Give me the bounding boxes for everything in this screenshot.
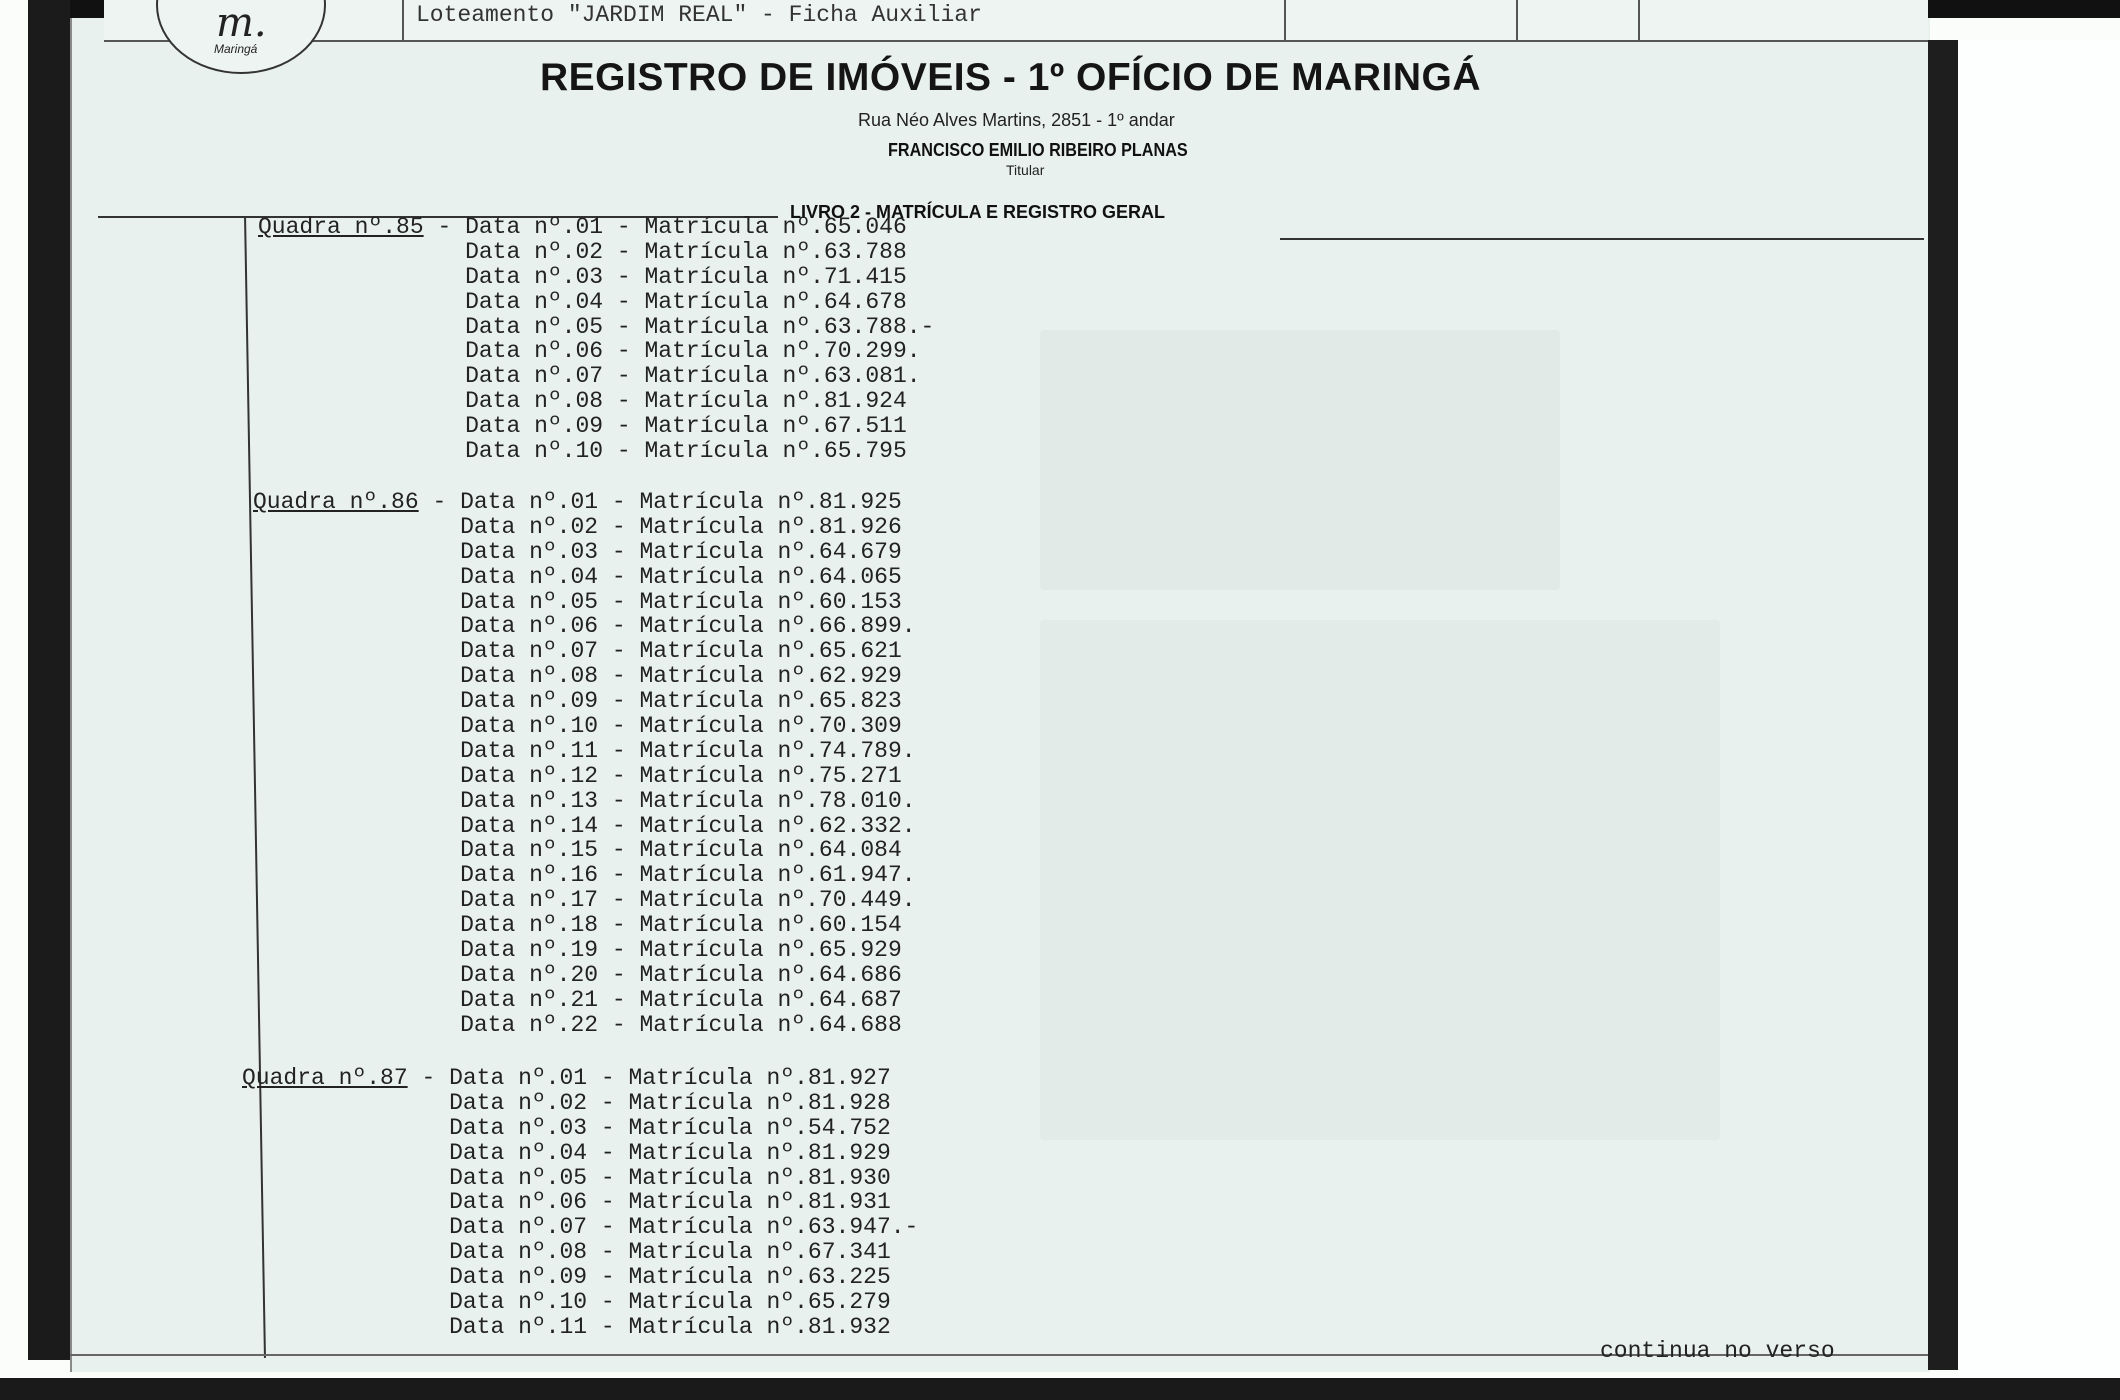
matricula-number: Matrícula nº.70.299. [644,338,921,365]
list-item [253,814,916,839]
list-item [242,1116,918,1141]
quadra-label-spacer [253,962,419,988]
separator [408,1239,449,1265]
separator: - [407,1065,450,1091]
data-number: Data nº.03 - [460,538,640,565]
matricula-number: Matrícula nº.81.931 [628,1189,891,1216]
separator [408,1115,449,1141]
top-info-row [104,0,1928,42]
quadra-label-spacer [258,338,424,364]
separator [424,438,465,464]
separator [419,763,460,789]
list-item [242,1066,918,1091]
data-number: Data nº.03 - [465,263,645,290]
data-number: Data nº.17 - [460,887,640,914]
list-item [242,1215,918,1240]
matricula-number: Matrícula nº.64.084 [639,837,902,864]
data-number: Data nº.22 - [460,1011,640,1038]
quadra-label-spacer [253,663,419,689]
quadra-label-spacer [258,363,424,389]
quadra-label-spacer [253,788,419,814]
list-item [253,764,916,789]
matricula-number: Matrícula nº.60.154 [639,912,902,939]
separator [408,1314,449,1340]
continua-label: continua no verso [1600,1338,1835,1364]
data-number: Data nº.01 - [465,214,645,240]
separator [424,239,465,265]
list-item [253,938,916,963]
separator [424,413,465,439]
page-title: REGISTRO DE IMÓVEIS - 1º OFÍCIO DE MARINGÁ [540,56,1481,99]
matricula-number: Matrícula nº.74.789. [639,737,916,764]
list-item [258,265,934,290]
quadra-label-spacer [242,1115,408,1141]
quadra-label-spacer [253,564,419,590]
matricula-number: Matrícula nº.65.795 [644,438,907,465]
list-item [258,240,934,265]
matricula-number: Matrícula nº.65.621 [639,638,902,665]
data-number: Data nº.09 - [465,413,645,440]
matricula-number: Matrícula nº.54.752 [628,1114,891,1141]
header-role: Titular [1006,162,1045,178]
data-number: Data nº.02 - [460,513,640,540]
data-number: Data nº.04 - [465,288,645,315]
list-item [253,888,916,913]
data-number: Data nº.13 - [460,787,640,814]
separator [408,1264,449,1290]
list-item [242,1265,918,1290]
quadra-label-spacer [242,1239,408,1265]
data-number: Data nº.09 - [449,1264,629,1291]
separator [424,264,465,290]
matricula-number: Matrícula nº.65.279 [628,1289,891,1316]
separator [419,613,460,639]
separator [419,589,460,615]
quadra-label-spacer [253,589,419,615]
list-item [258,339,934,364]
quadra-label-spacer [253,862,419,888]
quadra-label-spacer [253,987,419,1013]
data-number: Data nº.03 - [449,1114,629,1141]
data-number: Data nº.02 - [465,238,645,265]
quadra-label-spacer [258,438,424,464]
matricula-number: Matrícula nº.64.678 [644,288,907,315]
separator [408,1289,449,1315]
matricula-number: Matrícula nº.63.788.- [644,313,935,340]
separator [424,314,465,340]
matricula-number: Matrícula nº.78.010. [639,787,916,814]
matricula-number: Matrícula nº.81.925 [639,489,902,515]
separator [419,713,460,739]
bleed-through-shadow [1040,330,1560,590]
separator [408,1189,449,1215]
list-item [242,1166,918,1191]
list-item [253,988,916,1013]
matricula-number: Matrícula nº.81.930 [628,1164,891,1191]
matricula-number: Matrícula nº.81.924 [644,388,907,415]
list-item [253,739,916,764]
list-item [258,389,934,414]
matricula-number: Matrícula nº.81.927 [628,1065,891,1091]
separator [424,289,465,315]
list-item [253,515,916,540]
quadra-block [258,215,934,464]
list-item [253,789,916,814]
list-item [242,1141,918,1166]
quadra-label-spacer [258,314,424,340]
data-number: Data nº.05 - [465,313,645,340]
matricula-number: Matrícula nº.62.929 [639,663,902,690]
data-number: Data nº.08 - [465,388,645,415]
data-number: Data nº.15 - [460,837,640,864]
data-number: Data nº.07 - [465,363,645,390]
quadra-block [253,490,916,1038]
separator [419,688,460,714]
data-number: Data nº.05 - [449,1164,629,1191]
list-item [253,913,916,938]
list-item [253,590,916,615]
matricula-number: Matrícula nº.63.947.- [628,1214,919,1241]
quadra-label: Quadra nº.87 [242,1065,408,1091]
quadra-label-spacer [242,1165,408,1191]
separator [419,788,460,814]
list-item [253,963,916,988]
list-item [258,364,934,389]
header-owner: FRANCISCO EMILIO RIBEIRO PLANAS [888,140,1188,160]
seal-mark: m. [216,0,267,46]
data-number: Data nº.06 - [465,338,645,365]
separator [408,1214,449,1240]
header-address: Rua Néo Alves Martins, 2851 - 1º andar [858,110,1175,130]
list-item [258,290,934,315]
separator [419,937,460,963]
quadra-label-spacer [253,713,419,739]
data-number: Data nº.10 - [449,1289,629,1316]
seal-city: Maringá [214,42,258,56]
quadra-label-spacer [258,264,424,290]
matricula-number: Matrícula nº.61.947. [639,862,916,889]
separator [419,837,460,863]
list-item [242,1240,918,1265]
matricula-number: Matrícula nº.81.926 [639,513,902,540]
top-cell-divider [1516,0,1518,40]
matricula-number: Matrícula nº.60.153 [639,588,902,615]
list-item [242,1315,918,1340]
data-number: Data nº.12 - [460,762,640,789]
quadra-label-spacer [253,638,419,664]
quadra-label: Quadra nº.85 [258,214,424,240]
matricula-number: Matrícula nº.65.929 [639,937,902,964]
list-item [253,714,916,739]
quadra-label-spacer [242,1214,408,1240]
data-number: Data nº.09 - [460,688,640,715]
quadra-label-spacer [253,837,419,863]
bleed-through-shadow [1040,620,1720,1140]
list-item [258,215,934,240]
book-rule-right [1280,238,1924,240]
separator [419,539,460,565]
data-number: Data nº.06 - [460,613,640,640]
matricula-number: Matrícula nº.65.046 [644,214,907,240]
data-number: Data nº.07 - [460,638,640,665]
separator [424,388,465,414]
list-item [242,1290,918,1315]
matricula-number: Matrícula nº.64.687 [639,986,902,1013]
separator [419,738,460,764]
quadra-label-spacer [242,1264,408,1290]
matricula-number: Matrícula nº.75.271 [639,762,902,789]
data-number: Data nº.01 - [449,1065,629,1091]
quadra-label-spacer [258,289,424,315]
separator [419,887,460,913]
data-number: Data nº.06 - [449,1189,629,1216]
matricula-number: Matrícula nº.65.823 [639,688,902,715]
quadra-block [242,1066,918,1340]
separator [419,638,460,664]
data-number: Data nº.02 - [449,1089,629,1116]
quadra-label-spacer [253,1012,419,1038]
matricula-number: Matrícula nº.64.679 [639,538,902,565]
right-binding-bar [1928,40,1958,1370]
list-item [253,664,916,689]
data-number: Data nº.10 - [465,438,645,465]
quadra-label-spacer [253,688,419,714]
data-number: Data nº.04 - [460,563,640,590]
list-item [242,1190,918,1215]
data-number: Data nº.11 - [449,1313,629,1340]
separator [408,1165,449,1191]
quadra-label-spacer [242,1289,408,1315]
matricula-number: Matrícula nº.81.929 [628,1139,891,1166]
list-item [253,863,916,888]
separator: - [423,214,466,240]
data-number: Data nº.14 - [460,812,640,839]
matricula-number: Matrícula nº.71.415 [644,263,907,290]
matricula-number: Matrícula nº.67.341 [628,1239,891,1266]
matricula-number: Matrícula nº.63.081. [644,363,921,390]
data-number: Data nº.08 - [449,1239,629,1266]
data-number: Data nº.18 - [460,912,640,939]
list-item [253,689,916,714]
matricula-number: Matrícula nº.70.309 [639,713,902,740]
list-item [253,1013,916,1038]
list-item [253,838,916,863]
quadra-label-spacer [258,413,424,439]
background-right [1958,40,2120,1378]
separator [419,987,460,1013]
list-item [258,439,934,464]
matricula-number: Matrícula nº.63.788 [644,238,907,265]
list-item [253,639,916,664]
separator [408,1140,449,1166]
ficha-label: Loteamento "JARDIM REAL" - Ficha Auxiliar [416,2,982,28]
left-binding-bar [28,0,70,1360]
data-number: Data nº.10 - [460,713,640,740]
data-number: Data nº.01 - [460,489,640,515]
top-cell-divider [1638,0,1640,40]
separator [419,962,460,988]
quadra-label-spacer [242,1189,408,1215]
quadra-label-spacer [253,763,419,789]
matricula-number: Matrícula nº.62.332. [639,812,916,839]
data-number: Data nº.19 - [460,937,640,964]
matricula-number: Matrícula nº.63.225 [628,1264,891,1291]
data-number: Data nº.20 - [460,961,640,988]
separator [419,564,460,590]
quadra-label-spacer [253,514,419,540]
list-item [253,540,916,565]
data-number: Data nº.11 - [460,737,640,764]
list-item [253,565,916,590]
quadra-label-spacer [242,1314,408,1340]
top-cell-divider [1284,0,1286,40]
quadra-label-spacer [258,388,424,414]
quadra-label-spacer [253,887,419,913]
separator [419,663,460,689]
matricula-number: Matrícula nº.70.449. [639,887,916,914]
separator [419,514,460,540]
data-number: Data nº.04 - [449,1139,629,1166]
matricula-number: Matrícula nº.81.928 [628,1089,891,1116]
top-cell-divider [402,0,404,40]
book-label: LIVRO 2 - MATRÍCULA E REGISTRO GERAL [790,202,1166,222]
list-item [253,614,916,639]
separator: - [418,489,461,515]
quadra-label-spacer [258,239,424,265]
matricula-number: Matrícula nº.81.932 [628,1313,891,1340]
quadra-label-spacer [253,539,419,565]
quadra-label-spacer [253,813,419,839]
quadra-label: Quadra nº.86 [253,489,419,515]
quadra-label-spacer [242,1140,408,1166]
matricula-number: Matrícula nº.64.065 [639,563,902,590]
quadra-label-spacer [253,912,419,938]
separator [419,862,460,888]
matricula-number: Matrícula nº.67.511 [644,413,907,440]
data-number: Data nº.08 - [460,663,640,690]
matricula-number: Matrícula nº.64.686 [639,961,902,988]
quadra-label-spacer [253,613,419,639]
data-number: Data nº.16 - [460,862,640,889]
matricula-number: Matrícula nº.64.688 [639,1011,902,1038]
quadra-label-spacer [253,738,419,764]
list-item [242,1091,918,1116]
data-number: Data nº.07 - [449,1214,629,1241]
bottom-edge [0,1378,2120,1400]
quadra-label-spacer [242,1090,408,1116]
separator [419,1012,460,1038]
list-item [258,414,934,439]
data-number: Data nº.05 - [460,588,640,615]
separator [424,338,465,364]
separator [419,813,460,839]
separator [419,912,460,938]
list-item [253,490,916,515]
list-item [258,315,934,340]
matricula-number: Matrícula nº.66.899. [639,613,916,640]
data-number: Data nº.21 - [460,986,640,1013]
separator [408,1090,449,1116]
quadra-label-spacer [253,937,419,963]
separator [424,363,465,389]
